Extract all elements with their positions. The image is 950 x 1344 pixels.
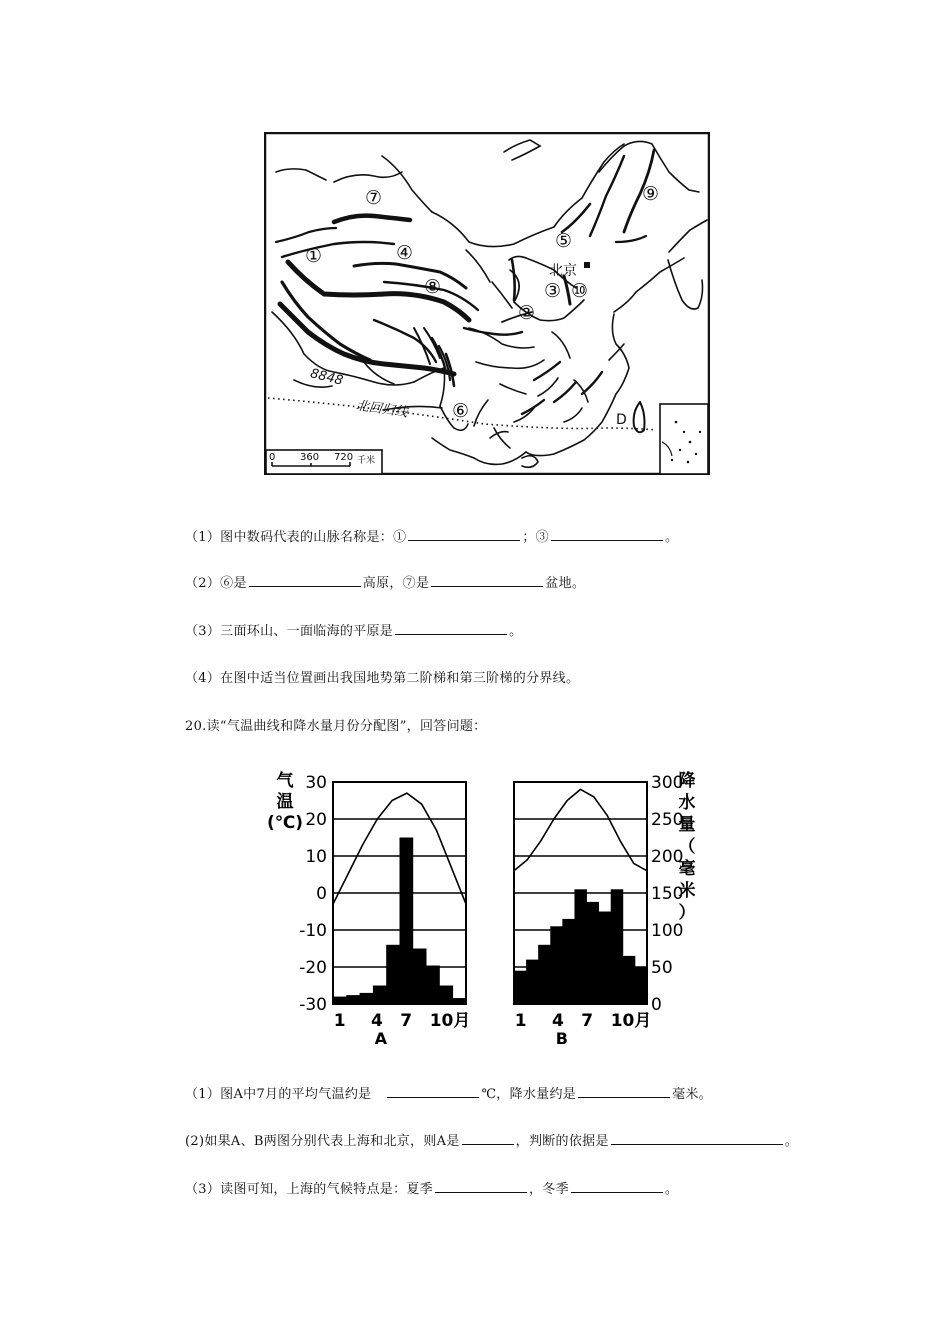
q20-2-blank-a[interactable] — [462, 1131, 514, 1145]
temp-axis-label-0: 气 — [276, 771, 294, 791]
climate-chart-svg — [255, 768, 695, 1048]
q19-2-blank-a[interactable] — [249, 573, 361, 587]
temp-curve-B — [514, 789, 647, 870]
map-labels — [264, 132, 710, 475]
q19-1-end: 。 — [664, 530, 679, 545]
point-d-label: D — [616, 412, 627, 428]
scale-0: 0 — [269, 452, 276, 463]
temp-axis-label-1: 温 — [276, 792, 294, 812]
q20-3-blank-a[interactable] — [435, 1179, 527, 1193]
q20-2-blank-b[interactable] — [611, 1131, 783, 1145]
q19-1-text: （1）图中数码代表的山脉名称是：① — [185, 530, 407, 545]
q20-1-blank-a[interactable] — [387, 1084, 479, 1098]
precip-axis-label-6: ） — [678, 903, 695, 923]
x-tick-A-1: 1 — [333, 1011, 346, 1031]
precip-axis-label-4: 毫 — [678, 859, 695, 879]
precip-bar-B-11 — [635, 967, 647, 1004]
q19-3-blank[interactable] — [395, 621, 507, 635]
q19-1-blank-a[interactable] — [408, 527, 520, 541]
precip-tick-1: 250 — [651, 810, 684, 830]
precip-bar-B-4 — [550, 926, 562, 1004]
temp-axis-label-2: (℃) — [266, 813, 304, 833]
q19-2-blank-b[interactable] — [431, 573, 543, 587]
marker-1: ① — [305, 245, 323, 267]
question-20-title — [185, 715, 486, 734]
temp-tick-4: -10 — [299, 921, 327, 941]
precip-bar-A-7 — [413, 949, 427, 1005]
precip-bar-B-1 — [514, 971, 526, 1004]
q20-3-mid: ，冬季 — [528, 1182, 569, 1197]
scale-unit: 千米 — [357, 456, 376, 466]
question-20-2 — [185, 1130, 798, 1149]
temp-tick-2: 10 — [305, 847, 327, 867]
precip-bar-A-4 — [373, 986, 387, 1005]
x-tick-B-2: 4 — [551, 1011, 564, 1031]
x-tick-B-4: 10月 — [610, 1011, 652, 1031]
precip-bar-B-9 — [611, 889, 623, 1004]
question-19-1 — [185, 526, 678, 545]
chart-name-B: B — [555, 1029, 568, 1048]
temp-tick-1: 20 — [305, 810, 327, 830]
q19-1-blank-b[interactable] — [551, 527, 663, 541]
marker-10: ⑩ — [571, 280, 589, 302]
precip-tick-0: 300 — [651, 773, 684, 793]
chart-name-A: A — [374, 1029, 388, 1048]
precip-tick-2: 200 — [651, 847, 684, 867]
precip-bar-A-8 — [426, 966, 440, 1004]
tropic-label: 北回归线 — [354, 398, 409, 421]
precip-bar-B-6 — [574, 889, 586, 1004]
x-tick-A-4: 10月 — [429, 1011, 471, 1031]
beijing-label: 北京 — [549, 263, 577, 279]
precip-axis-label-5: 米 — [678, 881, 695, 901]
precip-axis-label-3: （ — [678, 837, 695, 857]
temp-tick-5: -20 — [299, 958, 327, 978]
precip-bar-B-2 — [526, 960, 538, 1004]
q20-3-blank-b[interactable] — [571, 1179, 663, 1193]
precip-tick-3: 150 — [651, 884, 684, 904]
q20-1-text: （1）图A中7月的平均气温约是 — [185, 1087, 372, 1102]
precip-tick-4: 100 — [651, 921, 684, 941]
question-20-1 — [185, 1083, 712, 1102]
question-19-3 — [185, 620, 522, 639]
precip-bar-B-5 — [562, 919, 574, 1004]
question-19-4 — [185, 667, 579, 686]
temp-tick-6: -30 — [299, 995, 327, 1015]
marker-9: ⑨ — [642, 183, 660, 205]
scale-720: 720 — [334, 452, 354, 463]
q19-1-mid: ；③ — [522, 530, 549, 545]
marker-7: ⑦ — [365, 187, 383, 209]
marker-5: ⑤ — [555, 230, 573, 252]
marker-4: ④ — [396, 242, 414, 264]
precip-tick-5: 50 — [651, 958, 673, 978]
q20-2-end: 。 — [784, 1134, 799, 1149]
q20-3-end: 。 — [664, 1182, 679, 1197]
precip-bar-B-8 — [599, 912, 611, 1005]
precip-bar-B-10 — [623, 956, 635, 1004]
temp-tick-3: 0 — [316, 884, 327, 904]
precip-bar-A-6 — [400, 838, 414, 1005]
temp-tick-0: 30 — [305, 773, 327, 793]
climate-charts — [255, 768, 695, 1048]
q20-3-text: （3）读图可知，上海的气候特点是：夏季 — [185, 1182, 433, 1197]
precip-bar-A-9 — [439, 986, 453, 1005]
precip-bar-A-1 — [333, 997, 347, 1004]
precip-bar-B-3 — [538, 945, 550, 1004]
marker-3: ③ — [544, 280, 562, 302]
x-tick-B-3: 7 — [581, 1011, 594, 1031]
q20-1-blank-b[interactable] — [578, 1084, 670, 1098]
question-20-3 — [185, 1178, 678, 1197]
q20-2-text: (2)如果A、B两图分别代表上海和北京，则A是 — [185, 1134, 460, 1149]
q19-3-end: 。 — [509, 624, 523, 639]
precip-axis-label-0: 降 — [678, 771, 695, 791]
marker-8: ⑧ — [424, 276, 442, 298]
x-tick-A-2: 4 — [370, 1011, 383, 1031]
question-19-2 — [185, 572, 585, 591]
precip-axis-label-2: 量 — [678, 815, 695, 835]
precip-bar-A-5 — [386, 945, 400, 1004]
peak-height-label: 8848 — [308, 366, 345, 389]
q20-1-mid: ℃，降水量约是 — [481, 1087, 577, 1102]
marker-2: ② — [518, 302, 536, 324]
q19-3-text: （3）三面环山、一面临海的平原是 — [185, 624, 394, 639]
q19-2-text: （2）⑥是 — [185, 576, 247, 591]
precip-tick-6: 0 — [651, 995, 662, 1015]
scale-360: 360 — [300, 452, 320, 463]
q19-4-text: （4）在图中适当位置画出我国地势第二阶梯和第三阶梯的分界线。 — [185, 671, 580, 686]
precip-axis-label-1: 水 — [678, 793, 695, 813]
q20-1-end: 毫米。 — [672, 1087, 712, 1102]
q20-title-text: 20.读“气温曲线和降水量月份分配图”，回答问题： — [185, 719, 487, 734]
q19-2-mid: 高原，⑦是 — [362, 576, 430, 591]
precip-bar-A-2 — [346, 995, 360, 1004]
q19-2-end: 盆地。 — [545, 576, 586, 591]
precip-bar-B-7 — [587, 902, 599, 1004]
precip-bar-A-3 — [360, 993, 374, 1004]
x-tick-B-1: 1 — [514, 1011, 527, 1031]
marker-6: ⑥ — [452, 400, 470, 422]
q20-2-mid: ，判断的依据是 — [515, 1134, 609, 1149]
x-tick-A-3: 7 — [400, 1011, 413, 1031]
